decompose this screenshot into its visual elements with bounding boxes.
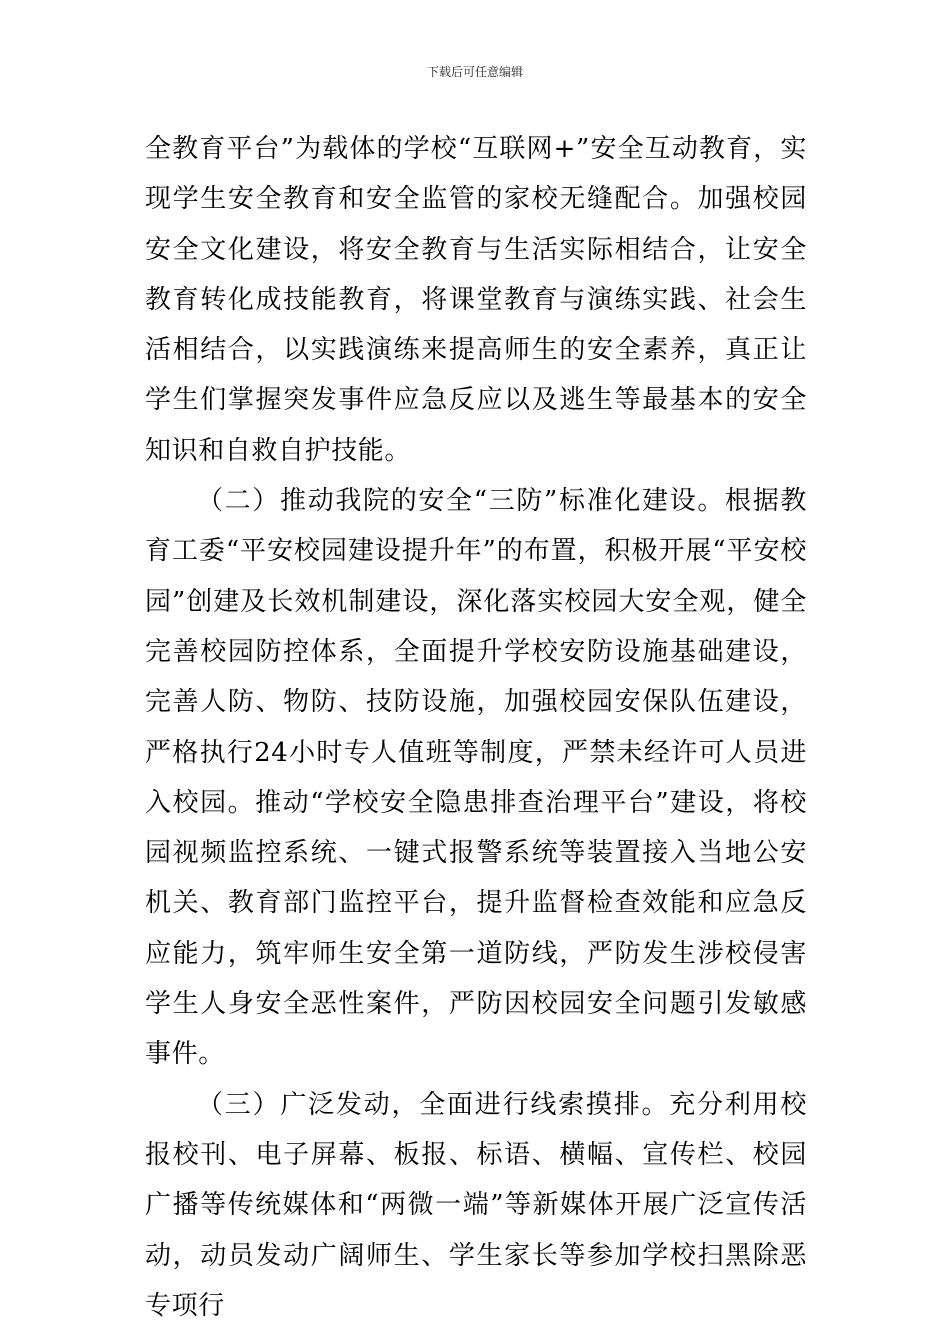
paragraph-three-defenses: （二）推动我院的安全“三防”标准化建设。根据教育工委“平安校园建设提升年”的布置，积极开展“平安校园”创建及长效机制建设，深化落实校园大安全观，健全完善校园防控体系，全面提升学校安防设施基础建设，完善人防、物防、技防设施，加强校园安保队伍建设，严格执行24小时专人值班等制度，严禁未经许可人员进入校园。推动“学校安全隐患排查治理平台”建设，将校园视频监控系统、一键式报警系统等装置接入当地公安机关、教育部门监控平台，提升监督检查效能和应急反应能力，筑牢师生安全第一道防线，严防发生涉校侵害学生人身安全恶性案件，严防因校园安全问题引发敏感事件。 bbox=[145, 486, 807, 1070]
document-body bbox=[145, 124, 807, 1331]
page-header-note: 下载后可任意编辑 bbox=[426, 65, 523, 79]
paragraph-clue-investigation: （三）广泛发动，全面进行线索摸排。充分利用校报校刊、电子屏幕、板报、标语、横幅、宣传栏、校园广播等传统媒体和“两微一端”等新媒体开展广泛宣传活动，动员发动广阔师生、学生家长等参加学校扫黑除恶专项行 bbox=[145, 1089, 807, 1321]
paragraph-safety-education-continued: 全教育平台”为载体的学校“互联网+”安全互动教育，实现学生安全教育和安全监管的家校无缝配合。加强校园安全文化建设，将安全教育与生活实际相结合，让安全教育转化成技能教育，将课堂教育与演练实践、社会生活相结合，以实践演练来提高师生的安全素养，真正让学生们掌握突发事件应急反应以及逃生等最基本的安全知识和自救自护技能。 bbox=[145, 134, 807, 466]
